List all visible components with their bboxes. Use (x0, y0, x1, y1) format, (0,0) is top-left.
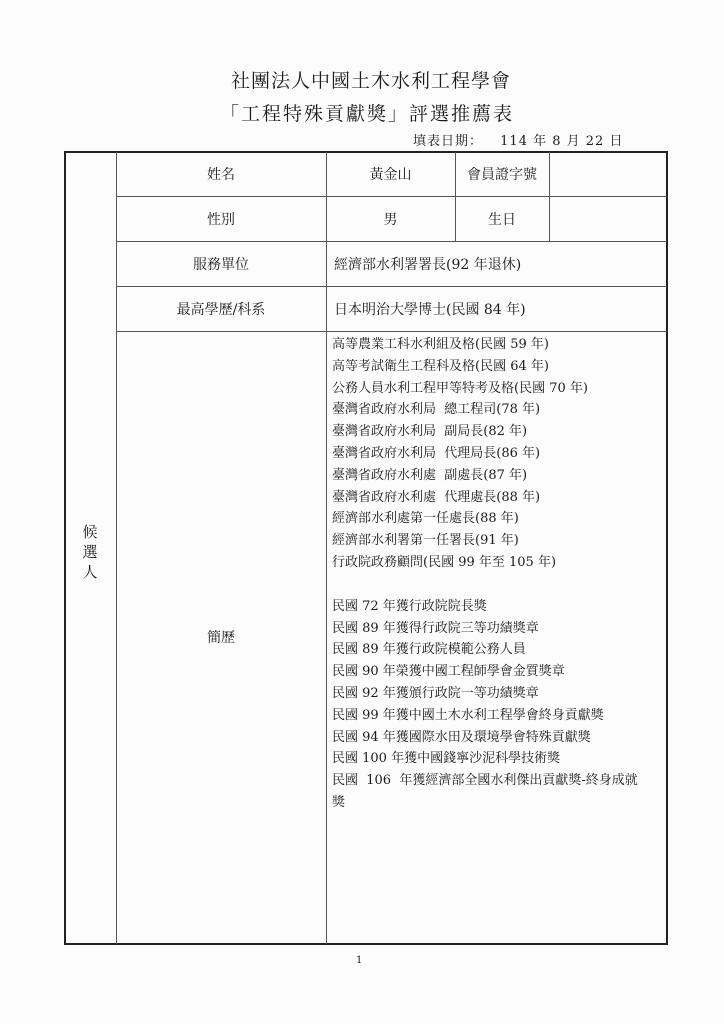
service-unit-label: 服務單位 (193, 257, 249, 273)
resume-position-item: 臺灣省政府水利局 代理局長(86 年) (332, 445, 541, 461)
resume-position-item: 公務人員水利工程甲等特考及格(民國 70 年) (332, 380, 588, 396)
resume-award-item: 民國 92 年獲頒行政院一等功績獎章 (332, 685, 539, 701)
resume-position-item: 高等考試衛生工程科及格(民國 64 年) (332, 358, 549, 374)
resume-award-item: 民國 100 年獲中國錢寧沙泥科學技術獎 (332, 751, 561, 767)
resume-award-item: 民國 90 年榮獲中國工程師學會金質獎章 (332, 664, 565, 680)
candidate-section-label (64, 522, 116, 582)
birthday-label: 生日 (488, 212, 516, 228)
section-char: 人 (82, 563, 98, 581)
resume-position-item: 臺灣省政府水利局 副局長(82 年) (332, 424, 528, 440)
name-label: 姓名 (207, 167, 235, 183)
spacer (332, 574, 662, 596)
fill-date-label: 填表日期： (413, 134, 484, 149)
organization-title: 社團法人中國土木水利工程學會 (230, 70, 511, 92)
gender-label: 性別 (207, 212, 235, 228)
birthday-value[interactable] (549, 197, 667, 241)
fill-date-value: 114 年 8 月 22 日 (500, 134, 624, 149)
resume-position-item: 高等農業工科水利組及格(民國 59 年) (332, 337, 549, 352)
education-value[interactable]: 日本明治大學博士(民國 84 年) (334, 302, 526, 318)
resume-award-item: 民國 106 年獲經濟部全國水利傑出貢獻獎-終身成就 (332, 773, 638, 789)
resume-position-item: 臺灣省政府水利處 代理處長(88 年) (332, 489, 541, 505)
resume-award-item: 民國 89 年獲行政院模範公務人員 (332, 642, 526, 658)
page-number: 1 (356, 955, 363, 966)
resume-award-item: 民國 94 年獲國際水田及環境學會特殊貢獻獎 (332, 729, 591, 745)
resume-award-item: 民國 89 年獲得行政院三等功績獎章 (332, 620, 539, 636)
resume-award-item: 民國 99 年獲中國土木水利工程學會終身貢獻獎 (332, 707, 604, 723)
member-id-value[interactable] (549, 152, 667, 196)
service-unit-value[interactable]: 經濟部水利署署長(92 年退休) (334, 257, 522, 273)
resume-label: 簡歷 (207, 630, 235, 646)
resume-position-item: 臺灣省政府水利處 副處長(87 年) (332, 467, 528, 483)
education-label: 最高學歷/科系 (176, 302, 266, 318)
member-id-label: 會員證字號 (467, 167, 537, 183)
form-title: 「工程特殊貢獻獎」評選推薦表 (219, 103, 514, 125)
name-value[interactable]: 黃金山 (369, 167, 412, 183)
resume-award-item: 獎 (332, 794, 346, 810)
section-char: 候 (82, 523, 98, 541)
resume-position-item: 臺灣省政府水利局 總工程司(78 年) (332, 402, 541, 418)
resume-award-item: 民國 72 年獲行政院院長獎 (332, 598, 487, 614)
resume-position-item: 經濟部水利處第一任處長(88 年) (332, 511, 519, 527)
section-char: 選 (82, 543, 98, 561)
resume-position-item: 經濟部水利署第一任署長(91 年) (332, 533, 519, 549)
divider (116, 331, 667, 332)
resume-position-item: 行政院政務顧問(民國 99 年至 105 年) (332, 554, 557, 570)
gender-value[interactable]: 男 (383, 212, 398, 228)
resume-content[interactable] (332, 334, 662, 814)
fill-date (413, 130, 623, 149)
